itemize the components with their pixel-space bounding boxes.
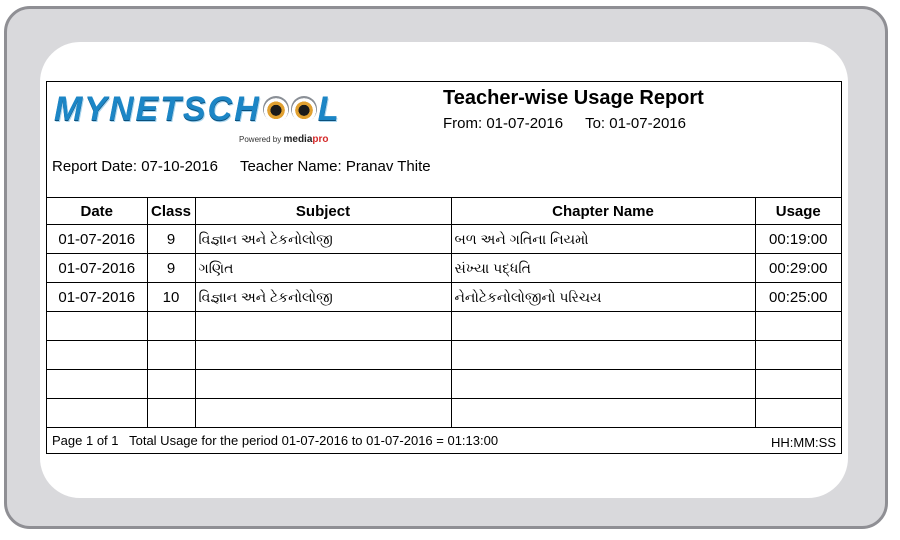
report-title: Teacher-wise Usage Report — [443, 87, 704, 109]
cell-subject: ગણિત — [195, 254, 451, 283]
logo-eye-icon — [291, 96, 317, 122]
teacher-name: Teacher Name: Pranav Thite — [239, 158, 431, 175]
empty-row — [47, 312, 841, 341]
date-range — [443, 115, 686, 132]
empty-cell — [451, 399, 755, 428]
empty-cell — [147, 312, 195, 341]
cell-subject: વિજ્ઞાન અને ટેકનોલોજી — [195, 283, 451, 312]
empty-row — [47, 341, 841, 370]
time-unit: HH:MM:SS — [771, 435, 836, 450]
cell-date: 01-07-2016 — [47, 254, 147, 283]
empty-cell — [195, 370, 451, 399]
report-date: Report Date: 07-10-2016 — [52, 158, 218, 175]
mynetschool-logo — [54, 90, 341, 145]
table-row — [47, 225, 841, 254]
col-header-class: Class — [147, 198, 195, 225]
empty-cell — [451, 370, 755, 399]
cell-usage: 00:25:00 — [755, 283, 841, 312]
empty-cell — [195, 312, 451, 341]
cell-chapter: સંખ્યા પદ્ધતિ — [451, 254, 755, 283]
from-date: From: 01-07-2016 — [443, 115, 564, 132]
col-header-subject: Subject — [195, 198, 451, 225]
empty-cell — [147, 370, 195, 399]
empty-cell — [195, 399, 451, 428]
cell-chapter: નેનોટેકનોલોજીનો પરિચય — [451, 283, 755, 312]
empty-cell — [755, 370, 841, 399]
empty-cell — [195, 341, 451, 370]
table-row — [47, 283, 841, 312]
usage-table — [47, 197, 841, 428]
cell-usage: 00:19:00 — [755, 225, 841, 254]
cell-date: 01-07-2016 — [47, 283, 147, 312]
empty-cell — [47, 341, 147, 370]
empty-cell — [755, 312, 841, 341]
logo-powered-by: Powered by mediapro — [239, 134, 329, 145]
empty-row — [47, 399, 841, 428]
empty-cell — [451, 312, 755, 341]
col-header-date: Date — [47, 198, 147, 225]
cell-subject: વિજ્ઞાન અને ટેકનોલોજી — [195, 225, 451, 254]
logo-wordmark: MYNETSCH L — [54, 90, 341, 128]
empty-cell — [451, 341, 755, 370]
empty-cell — [47, 312, 147, 341]
empty-cell — [755, 399, 841, 428]
to-date: To: 01-07-2016 — [585, 115, 686, 132]
cell-class: 9 — [147, 225, 195, 254]
total-usage: Total Usage for the period 01-07-2016 to 01-07-2016 = 01:13:00 — [129, 433, 499, 448]
logo-eye-icon — [263, 96, 289, 122]
page-indicator: Page 1 of 1 — [52, 433, 119, 448]
empty-cell — [47, 399, 147, 428]
report-footer — [52, 433, 498, 448]
report-sheet — [46, 81, 842, 454]
cell-class: 9 — [147, 254, 195, 283]
empty-cell — [47, 370, 147, 399]
empty-cell — [147, 341, 195, 370]
report-meta — [52, 158, 431, 175]
empty-cell — [755, 341, 841, 370]
empty-row — [47, 370, 841, 399]
col-header-usage: Usage — [755, 198, 841, 225]
col-header-chapter: Chapter Name — [451, 198, 755, 225]
cell-chapter: બળ અને ગતિના નિયમો — [451, 225, 755, 254]
empty-cell — [147, 399, 195, 428]
cell-date: 01-07-2016 — [47, 225, 147, 254]
cell-class: 10 — [147, 283, 195, 312]
table-row — [47, 254, 841, 283]
table-header-row — [47, 198, 841, 225]
cell-usage: 00:29:00 — [755, 254, 841, 283]
